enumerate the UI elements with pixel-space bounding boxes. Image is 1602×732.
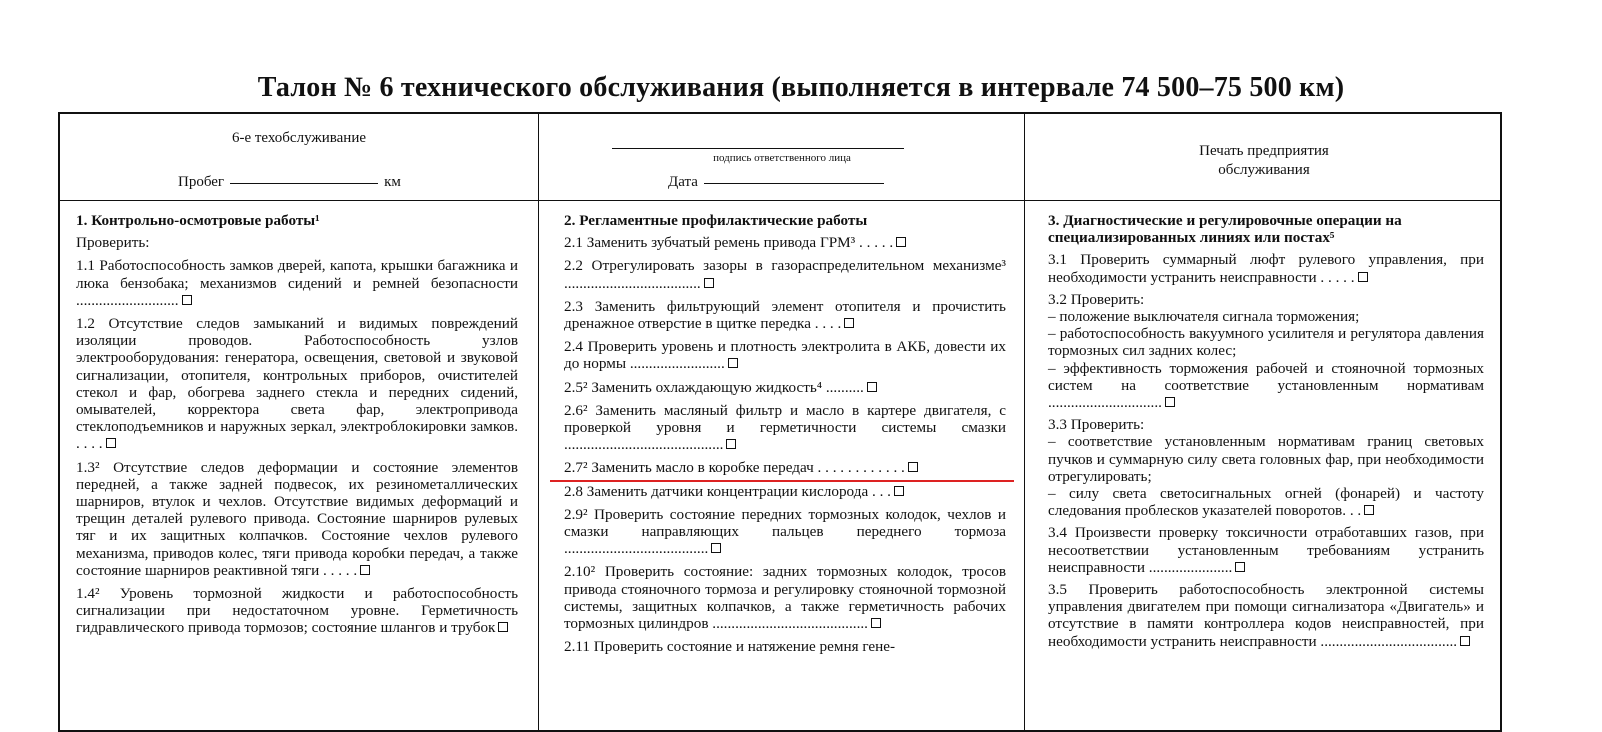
- checkbox[interactable]: [182, 295, 192, 305]
- header-stamp-cell: [1026, 114, 1502, 200]
- checkbox[interactable]: [498, 622, 508, 632]
- mileage-field[interactable]: [230, 183, 378, 184]
- mileage-label: Пробег: [178, 174, 225, 190]
- checkbox[interactable]: [726, 439, 736, 449]
- maintenance-column: [564, 212, 1006, 661]
- checkbox[interactable]: [908, 462, 918, 472]
- signature-field[interactable]: [612, 148, 904, 149]
- check-label: Проверить:: [76, 234, 150, 252]
- checkbox[interactable]: [1235, 562, 1245, 572]
- checklist-item: 3.3 Проверить: – соответствие установленным нормативам границ световых пучков и суммарную силу света головных фар, при необходимости отрегулировать; – силу света светосигнальных огней (фонарей) и частоту следования проблесков указателей поворотов. . .: [1048, 416, 1484, 520]
- service-label: 6-е техобслуживание: [231, 130, 367, 146]
- checklist-item-highlighted: 2.7² Заменить масло в коробке передач . . . . . . . . . . . .: [564, 459, 1006, 476]
- checkbox[interactable]: [728, 358, 738, 368]
- checklist-item: 2.2 Отрегулировать зазоры в газораспределительном механизме³ ....................................: [564, 257, 1006, 292]
- checklist-item: 2.10² Проверить состояние: задних тормозных колодок, тросов привода стояночного тормоза и регулировку стояночной тормозной системы, защитных колпачков, а также герметичность рабочих тормозных цилиндров .........................................: [564, 563, 1006, 633]
- checkbox[interactable]: [1460, 636, 1470, 646]
- checklist-item: 1.4² Уровень тормозной жидкости и работоспособность сигнализации при недостаточном уровне. Герметичность гидравлического привода тормозов; состояние шлангов и трубок: [76, 585, 518, 637]
- checkbox[interactable]: [711, 543, 721, 553]
- checkbox[interactable]: [1364, 505, 1374, 515]
- checkbox[interactable]: [896, 237, 906, 247]
- section-heading: 2. Регламентные профилактические работы: [564, 212, 868, 229]
- date-label: Дата: [668, 174, 698, 190]
- stamp-label-line1: Печать предприятия: [1199, 143, 1329, 159]
- checklist-item: 1.3² Отсутствие следов деформации и состояние элементов передней, а также задней подвесок, их резинометаллических шарниров, втулок и чехлов. Отсутствие видимых деформаций и трещин деталей рулевого привода. Состояние шарниров рулевых тяг и их защитных колпачков. Состояние чехлов рулевого механизма, приводов колес, тяги привода коробки передач, а также состояние шарниров реактивной тяги . . . . .: [76, 458, 518, 579]
- stamp-label-line2: обслуживания: [1218, 162, 1310, 178]
- mileage-row: [178, 174, 401, 191]
- checklist-item: 2.6² Заменить масляный фильтр и масло в картере двигателя, с проверкой уровня и герметичности системы смазки ..........................................: [564, 401, 1006, 454]
- checkbox[interactable]: [360, 565, 370, 575]
- column-divider: [1024, 114, 1025, 730]
- checklist-item: 1.1 Работоспособность замков дверей, капота, крышки багажника и люка бензобака; механизмов сидений и ремней безопасности ...........................: [76, 257, 518, 309]
- checkbox[interactable]: [867, 382, 877, 392]
- checkbox[interactable]: [704, 278, 714, 288]
- checkbox[interactable]: [1358, 272, 1368, 282]
- checklist-item: 2.8 Заменить датчики концентрации кислорода . . .: [564, 483, 1006, 500]
- checklist-item: 3.4 Произвести проверку токсичности отработавших газов, при несоответствии установленным требованиям устранить неисправности ......................: [1048, 524, 1484, 576]
- checklist-item: 3.5 Проверить работоспособность электронной системы управления двигателем при помощи сигнализатора «Двигатель» и отсутствие в памяти контроллера кодов неисправностей, при необходимости устранить неисправности ....................................: [1048, 581, 1484, 650]
- date-field[interactable]: [704, 183, 884, 184]
- mileage-unit: км: [384, 174, 401, 190]
- checkbox[interactable]: [844, 318, 854, 328]
- section-heading: 1. Контрольно-осмотровые работы¹: [76, 212, 320, 229]
- checklist-item: 1.2 Отсутствие следов замыканий и видимых повреждений изоляции проводов. Работоспособность узлов электрооборудования: генератора, освещения, световой и звуковой сигнализации, отопителя, контрольных приборов, очистителей стекол и фар, обогрева заднего стекла и передних сидений, омывателей, корректора света фар, электропривода стеклоподъемников и наружных зеркал, электроблокировки замков. . . . .: [76, 315, 518, 453]
- checklist-item: 2.5² Заменить охлаждающую жидкость⁴ ..........: [564, 379, 1006, 396]
- checklist-item: 2.3 Заменить фильтрующий элемент отопителя и прочистить дренажное отверстие в щитке передка . . . .: [564, 297, 1006, 333]
- checklist-item: 2.4 Проверить уровень и плотность электролита в АКБ, довести их до нормы .........................: [564, 338, 1006, 373]
- diagnostics-column: [1048, 212, 1484, 655]
- checklist-item: 2.9² Проверить состояние передних тормозных колодок, чехлов и смазки направляющих пальцев переднего тормоза ......................................: [564, 505, 1006, 558]
- section-heading: 3. Диагностические и регулировочные операции на специализированных линиях или постах⁵: [1048, 212, 1402, 247]
- checklist-item: 3.1 Проверить суммарный люфт рулевого управления, при необходимости устранить неисправности . . . . .: [1048, 251, 1484, 286]
- page-title: Талон № 6 технического обслуживания (выполняется в интервале 74 500–75 500 км): [257, 72, 1345, 103]
- checkbox[interactable]: [871, 618, 881, 628]
- checklist-item: 2.1 Заменить зубчатый ремень привода ГРМ³ . . . . .: [564, 234, 1006, 251]
- service-coupon-table: [58, 112, 1502, 732]
- header-signature-cell: [540, 114, 1024, 200]
- column-divider: [538, 114, 539, 730]
- header-divider: [60, 200, 1500, 201]
- date-row: [668, 174, 884, 191]
- checkbox[interactable]: [894, 486, 904, 496]
- checkbox[interactable]: [106, 438, 116, 448]
- inspection-column: [76, 212, 518, 643]
- header-service-cell: [60, 114, 538, 200]
- checklist-item: 3.2 Проверить: – положение выключателя сигнала торможения; – работоспособность вакуумного усилителя и регулятора давления тормозных сил задних колес; – эффективность торможения рабочей и стояночной тормозных систем на соответствие установленным нормативам ..............................: [1048, 290, 1484, 412]
- checkbox[interactable]: [1165, 397, 1175, 407]
- signature-caption: подпись ответственного лица: [713, 152, 851, 164]
- checklist-item: 2.11 Проверить состояние и натяжение ремня гене-: [564, 638, 896, 656]
